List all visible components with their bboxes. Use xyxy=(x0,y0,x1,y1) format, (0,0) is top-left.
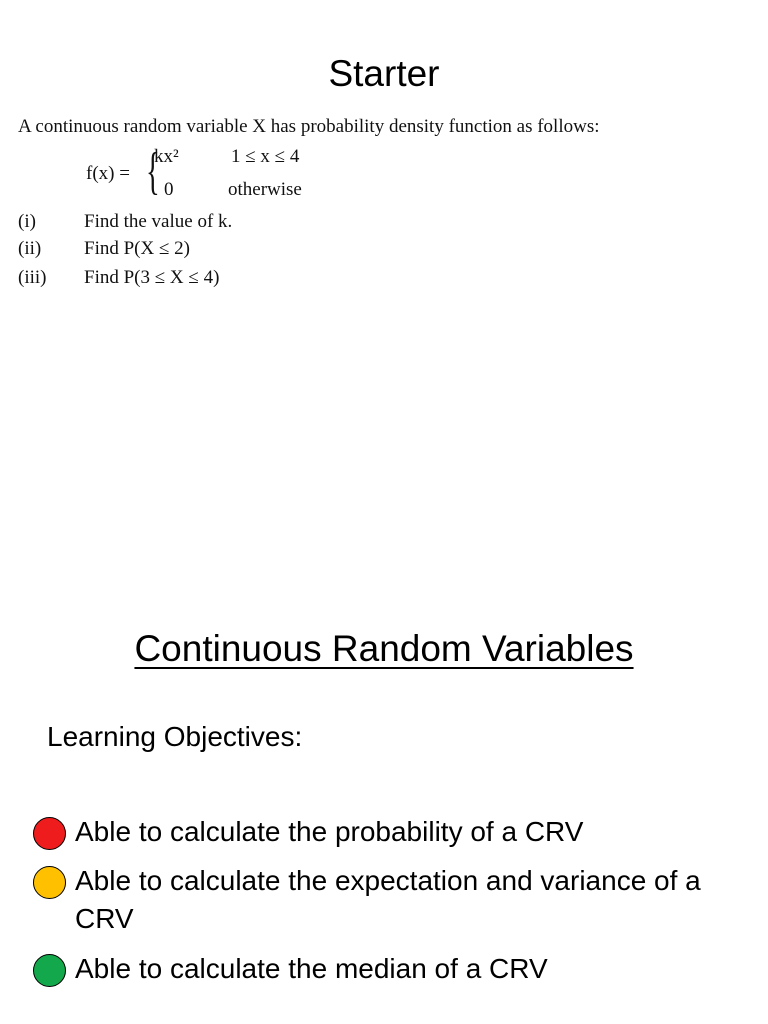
red-status-dot-icon xyxy=(33,817,66,850)
part-text: Find the value of k. xyxy=(84,211,233,232)
objective-text: Able to calculate the median of a CRV xyxy=(75,953,548,984)
part-number: (ii) xyxy=(18,238,42,259)
objectives-label: Learning Objectives: xyxy=(47,721,303,752)
objective-text: Able to calculate the expectation and variance of a CRV xyxy=(75,865,701,934)
green-status-dot-icon xyxy=(33,954,66,987)
starter-title: Starter xyxy=(328,53,440,94)
part-number: (i) xyxy=(18,211,36,232)
problem-intro: A continuous random variable X has probability density function as follows: xyxy=(18,116,600,137)
lesson-heading xyxy=(0,625,768,673)
cases-brace: { xyxy=(146,143,160,200)
part-number: (iii) xyxy=(18,267,47,288)
part-text: Find P(X ≤ 2) xyxy=(84,238,190,259)
case-expression: 0 xyxy=(164,179,174,200)
part-text: Find P(3 ≤ X ≤ 4) xyxy=(84,267,220,288)
pdf-label: f(x) = xyxy=(86,163,130,184)
amber-status-dot-icon xyxy=(33,866,66,899)
objective-text: Able to calculate the probability of a CRV xyxy=(75,816,584,847)
case-condition: otherwise xyxy=(228,179,302,200)
lesson-heading-text: Continuous Random Variables xyxy=(134,628,634,669)
case-expression: kx² xyxy=(154,146,179,167)
case-condition: 1 ≤ x ≤ 4 xyxy=(231,146,300,167)
